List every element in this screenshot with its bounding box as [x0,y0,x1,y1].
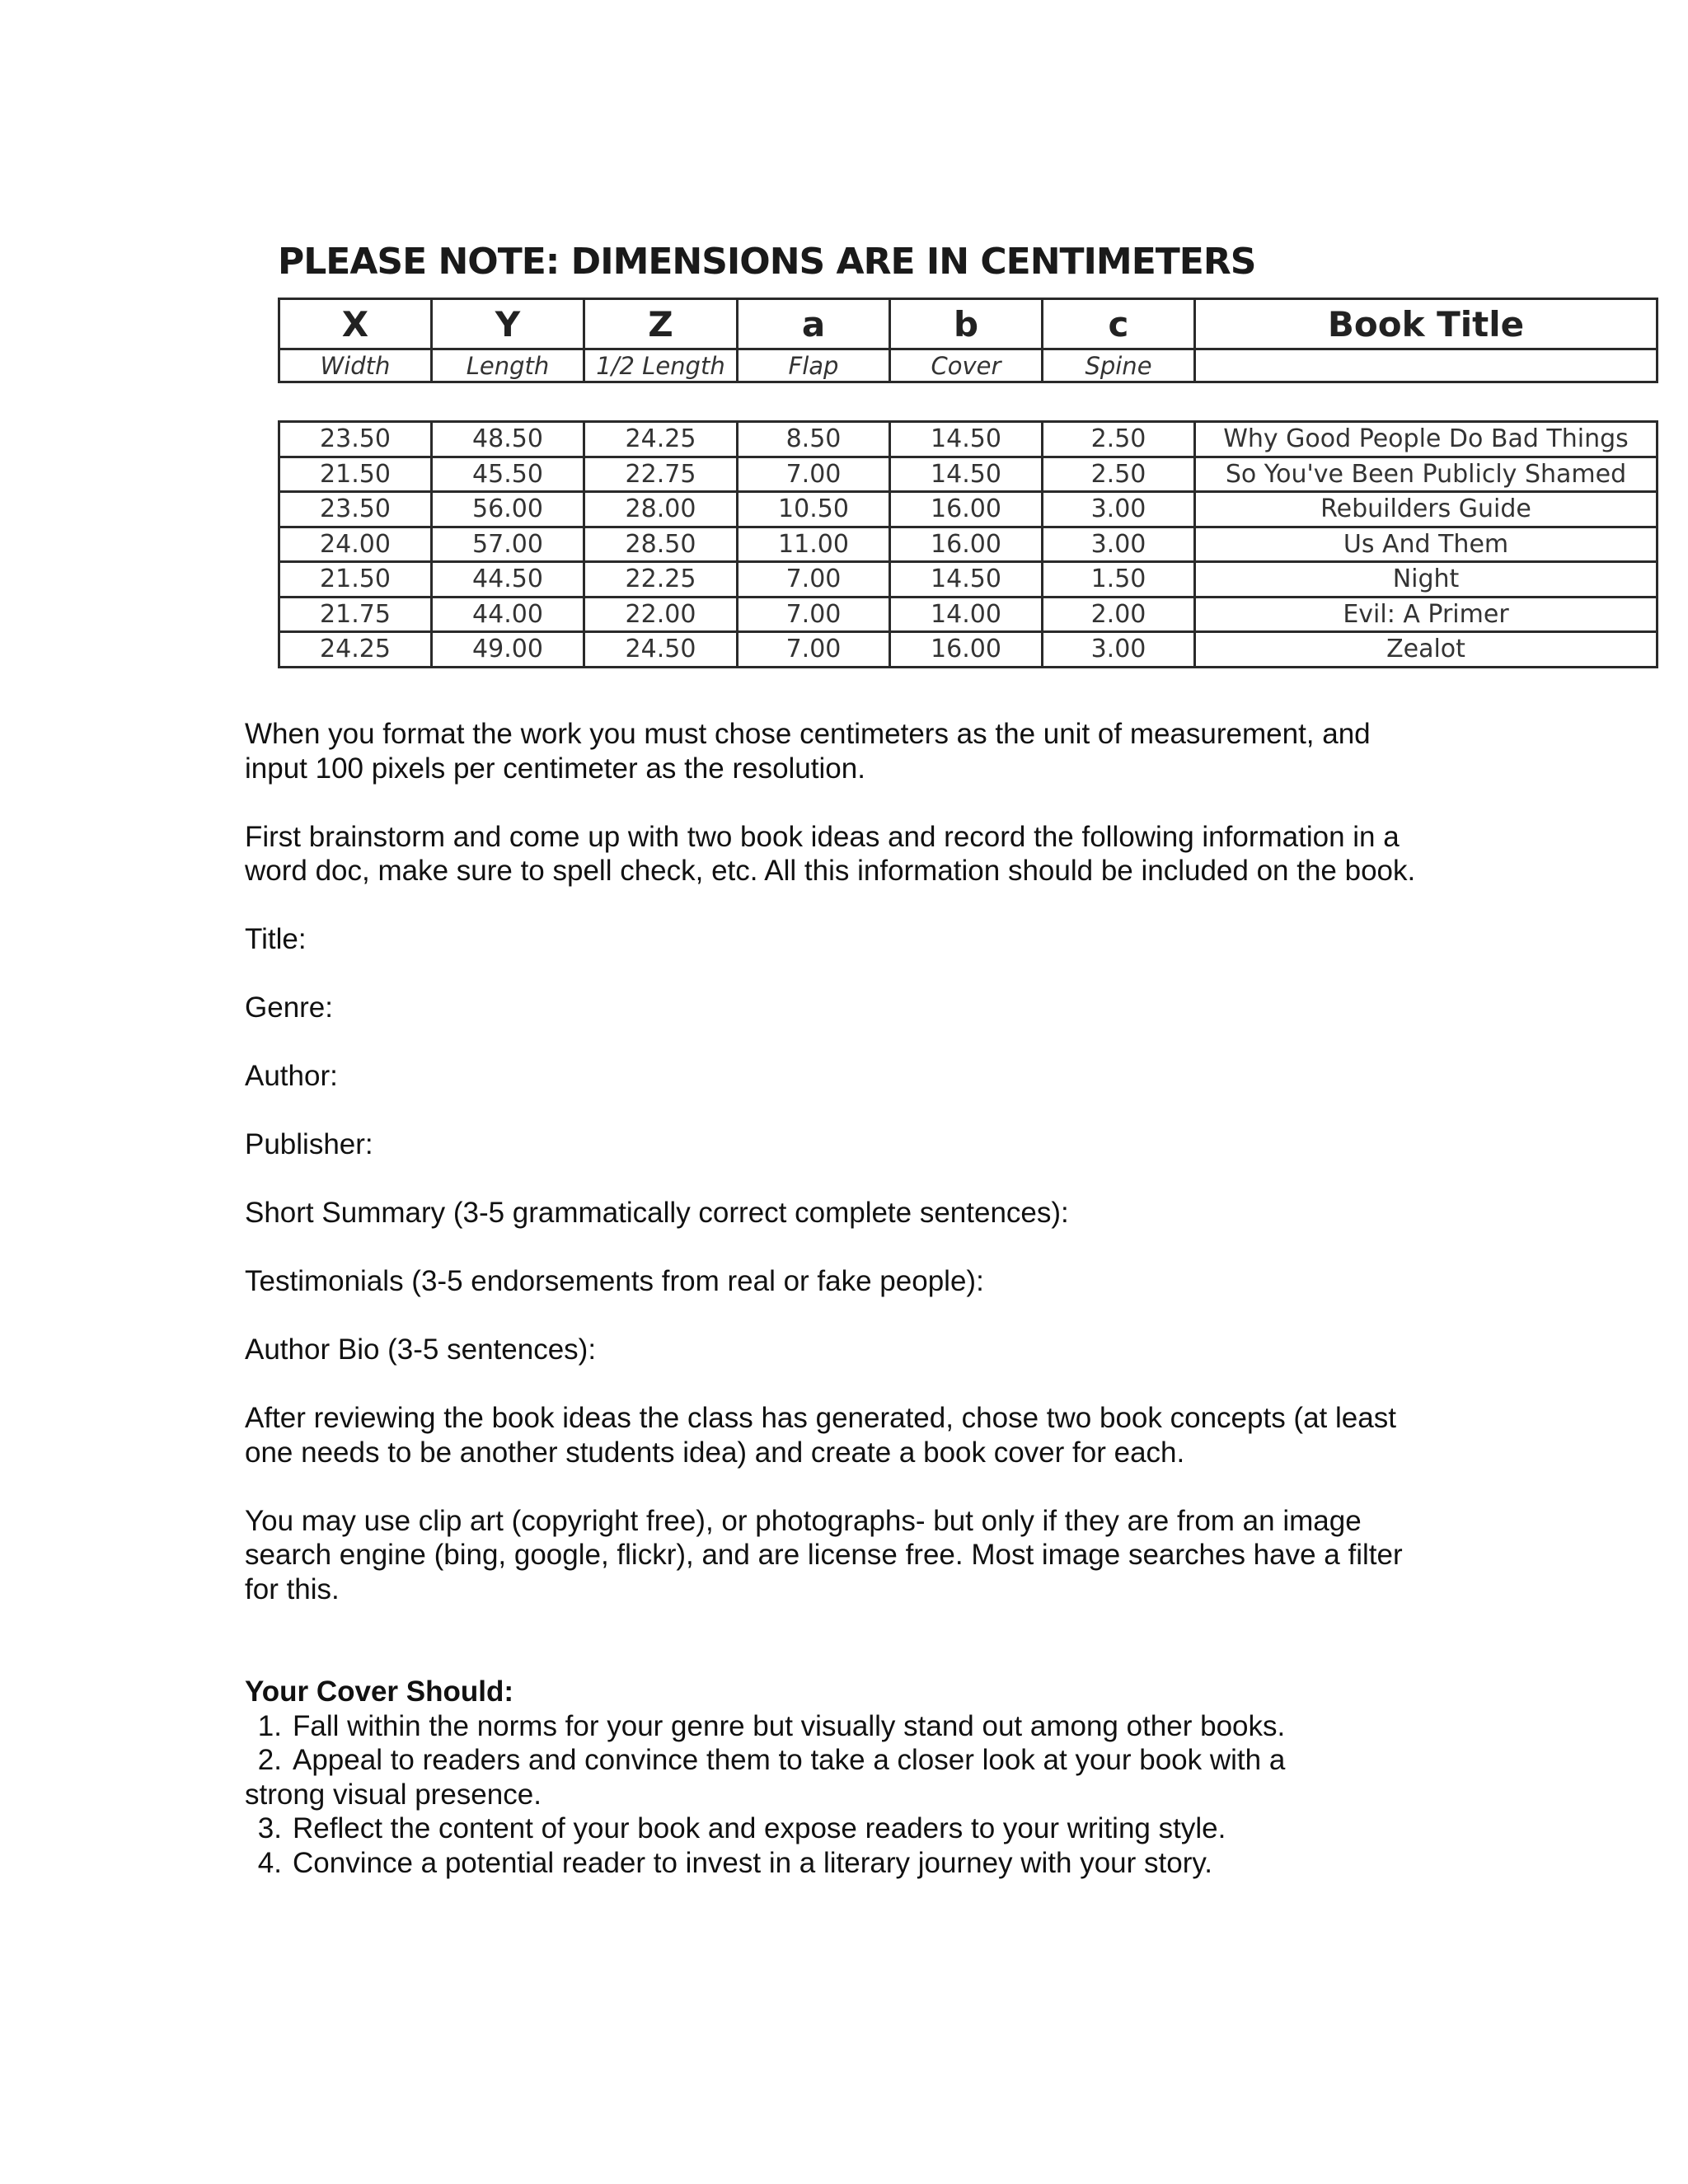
dimension-cell: 3.00 [1043,492,1195,527]
dimension-cell: 49.00 [432,632,584,668]
dimension-cell: 24.25 [279,632,432,668]
header-letter: c [1043,299,1195,349]
header-letter: b [890,299,1043,349]
book-title-cell: Why Good People Do Bad Things [1195,422,1658,457]
dimension-cell: 7.00 [738,562,890,598]
testimonials-field: Testimonials (3-5 endorsements from real or fake people): [245,1265,984,1297]
instructions [245,717,1432,1880]
dimension-cell: 7.00 [738,632,890,668]
dimension-cell: 1.50 [1043,562,1195,598]
dimension-cell: 2.50 [1043,422,1195,457]
dimension-cell: 21.50 [279,562,432,598]
dimension-cell: 2.50 [1043,457,1195,492]
dimension-cell: 3.00 [1043,632,1195,668]
table-row [279,527,1658,562]
dimension-cell: 23.50 [279,492,432,527]
dimension-cell: 7.00 [738,457,890,492]
dimension-cell: 24.00 [279,527,432,562]
dimension-cell: 3.00 [1043,527,1195,562]
dimension-cell: 14.00 [890,597,1043,632]
review-paragraph: After reviewing the book ideas the class has generated, chose two book concepts (at least one needs to be another students idea) and create a book cover for each. [245,1402,1396,1469]
format-paragraph: When you format the work you must chose centimeters as the unit of measurement, and input 100 pixels per centimeter as the resolution. [245,718,1371,785]
dimension-cell: 28.00 [584,492,738,527]
header-name: Spine [1043,349,1195,382]
cover-list-item: 3. Reflect the content of your book and expose readers to your writing style. [257,1812,1226,1844]
header-name [1195,349,1658,382]
dimension-cell: 16.00 [890,527,1043,562]
dimension-cell: 22.25 [584,562,738,598]
dimension-cell: 45.50 [432,457,584,492]
header-letter: a [738,299,890,349]
header-letter: Z [584,299,738,349]
dimension-cell: 23.50 [279,422,432,457]
book-title-cell: Rebuilders Guide [1195,492,1658,527]
book-title-cell: Zealot [1195,632,1658,668]
images-paragraph: You may use clip art (copyright free), or photographs- but only if they are from an image search engine (bing, google, flickr), and are license free. Most image searches have a filter for this. [245,1504,1403,1605]
book-title-cell: So You've Been Publicly Shamed [1195,457,1658,492]
table-row [279,562,1658,598]
publisher-field: Publisher: [245,1128,373,1160]
table-row [279,422,1658,457]
genre-field: Genre: [245,991,333,1024]
header-letter-row [279,299,1658,349]
dimension-cell: 44.50 [432,562,584,598]
dimension-cell: 22.75 [584,457,738,492]
dimension-cell: 16.00 [890,492,1043,527]
dimension-cell: 21.50 [279,457,432,492]
table-row [279,492,1658,527]
cover-heading: Your Cover Should: [245,1675,514,1708]
bio-field: Author Bio (3-5 sentences): [245,1333,597,1366]
dimensions-note-title: PLEASE NOTE: DIMENSIONS ARE IN CENTIMETERS [278,241,1256,283]
dimension-cell: 16.00 [890,632,1043,668]
dimension-cell: 10.50 [738,492,890,527]
dimension-cell: 11.00 [738,527,890,562]
brainstorm-paragraph: First brainstorm and come up with two book ideas and record the following information in a word doc, make sure to spell check, etc. All this information should be included on the book. [245,820,1416,887]
dimension-cell: 21.75 [279,597,432,632]
header-name: Width [279,349,432,382]
header-name: Cover [890,349,1043,382]
header-letter: X [279,299,432,349]
table-row [279,457,1658,492]
summary-field: Short Summary (3-5 grammatically correct complete sentences): [245,1197,1069,1229]
author-field: Author: [245,1060,338,1092]
book-title-cell: Evil: A Primer [1195,597,1658,632]
cover-list-item: 2. Appeal to readers and convince them to take a closer look at your book with a strong visual presence. [245,1744,1286,1811]
dimension-cell: 2.00 [1043,597,1195,632]
dimension-cell: 14.50 [890,422,1043,457]
dimension-cell: 57.00 [432,527,584,562]
dimension-cell: 14.50 [890,562,1043,598]
dimension-cell: 44.00 [432,597,584,632]
dimension-cell: 28.50 [584,527,738,562]
header-name: Flap [738,349,890,382]
header-letter: Y [432,299,584,349]
cover-list-item: 4. Convince a potential reader to invest in a literary journey with your story. [257,1846,1213,1879]
book-title-cell: Night [1195,562,1658,598]
dimension-cell: 8.50 [738,422,890,457]
dimension-cell: 14.50 [890,457,1043,492]
dimension-cell: 7.00 [738,597,890,632]
header-name: 1/2 Length [584,349,738,382]
cover-list-item: 1. Fall within the norms for your genre but visually stand out among other books. [257,1709,1286,1742]
dimension-cell: 48.50 [432,422,584,457]
header-name-row [279,349,1658,382]
dimension-cell: 24.50 [584,632,738,668]
header-name: Length [432,349,584,382]
dimension-cell: 22.00 [584,597,738,632]
header-book-title: Book Title [1195,299,1658,349]
dimensions-header-table [278,298,1658,383]
dimension-cell: 24.25 [584,422,738,457]
dimension-cell: 56.00 [432,492,584,527]
table-row [279,597,1658,632]
book-title-cell: Us And Them [1195,527,1658,562]
dimensions-data-table [278,420,1658,668]
cover-list [245,1709,1432,1881]
title-field: Title: [245,923,307,955]
table-row [279,632,1658,668]
